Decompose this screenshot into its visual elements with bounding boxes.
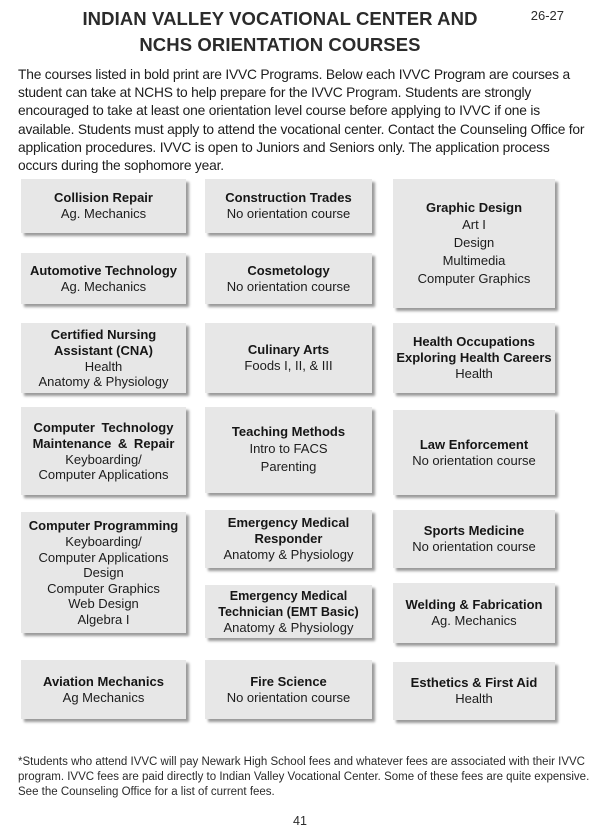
orientation-course: Ag. Mechanics [431,613,517,629]
orientation-course: Foods I, II, & III [244,358,333,374]
orientation-course: Computer Applications [38,467,169,482]
page-title-line-2: NCHS ORIENTATION COURSES [139,34,421,55]
program-title: Construction Trades [225,190,352,206]
orientation-course: Parenting [260,459,317,474]
orientation-course: Computer Graphics [417,270,531,286]
program-title: Welding & Fabrication [405,597,543,613]
program-box-emergency-medical-responder [205,510,372,568]
program-title: Emergency Medical Responder [227,515,350,547]
program-title: Graphic Design [425,199,523,215]
page-title-line-1: INDIAN VALLEY VOCATIONAL CENTER AND [82,8,478,29]
orientation-course: No orientation course [226,278,351,294]
orientation-course: Web Design [68,596,139,611]
orientation-course: Health [455,366,493,382]
program-box-graphic-design [393,179,555,308]
orientation-course: Computer Graphics [47,580,160,596]
orientation-course: Keyboarding/ [65,451,142,467]
program-title: Emergency Medical Technician (EMT Basic) [218,588,359,619]
orientation-course: Anatomy & Physiology [38,374,169,389]
orientation-course: Anatomy & Physiology [223,547,354,563]
program-box-certified-nursing-assistant [21,323,186,393]
program-box-emergency-medical-technician [205,585,372,638]
page-title [20,6,540,58]
program-title: Fire Science [250,673,327,689]
orientation-course: Health [84,358,123,374]
program-title: Collision Repair [54,190,153,206]
orientation-course: Anatomy & Physiology [223,619,354,635]
program-box-fire-science [205,660,372,719]
orientation-course: Art I [462,216,486,232]
fees-footnote: *Students who attend IVVC will pay Newark High School fees and whatever fees are associated with their IVVC program. IVVC fees are paid directly to Indian Valley Vocational Center. Some of these fees are quite expensive. See the Counseling Office for a list of current fees. [18,756,590,799]
program-box-computer-programming [21,512,186,633]
orientation-course: No orientation course [226,206,351,222]
program-box-esthetics-first-aid [393,662,555,720]
program-title: Law Enforcement [419,436,529,452]
orientation-course: Ag. Mechanics [60,278,147,294]
program-box-computer-technology-maintenance-repair [21,407,186,495]
orientation-course: No orientation course [412,452,536,468]
orientation-course: Keyboarding/ [65,534,142,549]
orientation-course: Algebra I [77,611,130,627]
program-box-collision-repair [21,179,186,233]
program-title: Teaching Methods [231,424,346,439]
orientation-course: Ag Mechanics [62,689,145,705]
intro-paragraph: The courses listed in bold print are IVVC Programs. Below each IVVC Program are courses a student can take at NCHS to help prepare for the IVVC Program. Students are strongly encouraged to take at least one orientation level course before applying to IVVC if one is available. Students must apply to attend the vocational center. Contact the Counseling Office for application procedures. IVVC is open to Juniors and Seniors only. The application process occurs during the sophomore year. [18,67,585,174]
orientation-course: Computer Applications [38,549,169,565]
school-year-label: 26-27 [530,8,564,23]
orientation-course: Ag. Mechanics [60,206,147,222]
orientation-course: Design [453,234,495,250]
program-box-teaching-methods [205,407,372,493]
program-title: Aviation Mechanics [43,673,164,689]
program-title: Computer Programming [28,518,179,533]
orientation-course: Design [83,565,124,580]
program-box-construction-trades [205,179,372,233]
page-number: 41 [293,814,307,828]
program-title: Automotive Technology [29,262,178,278]
program-title: Culinary Arts [247,342,330,358]
orientation-course: No orientation course [226,689,351,705]
program-box-welding-fabrication [393,583,555,643]
program-box-sports-medicine [393,510,555,568]
program-box-aviation-mechanics [21,660,186,719]
program-title: Esthetics & First Aid [410,675,538,691]
orientation-course: Intro to FACS [249,441,328,456]
program-box-automotive-technology [21,253,186,304]
program-title: Cosmetology [247,262,330,278]
program-box-law-enforcement [393,410,555,495]
program-title: Computer Technology Maintenance & Repair [32,419,175,451]
orientation-course: Health [455,691,493,707]
program-title: Sports Medicine [423,523,525,539]
program-title: Health Occupations Exploring Health Careers [396,334,552,366]
program-title: Certified Nursing Assistant (CNA) [50,326,157,358]
program-box-culinary-arts [205,323,372,393]
program-box-health-occupations [393,323,555,393]
orientation-course: Multimedia [442,252,506,268]
program-box-cosmetology [205,253,372,304]
orientation-course: No orientation course [412,539,536,555]
